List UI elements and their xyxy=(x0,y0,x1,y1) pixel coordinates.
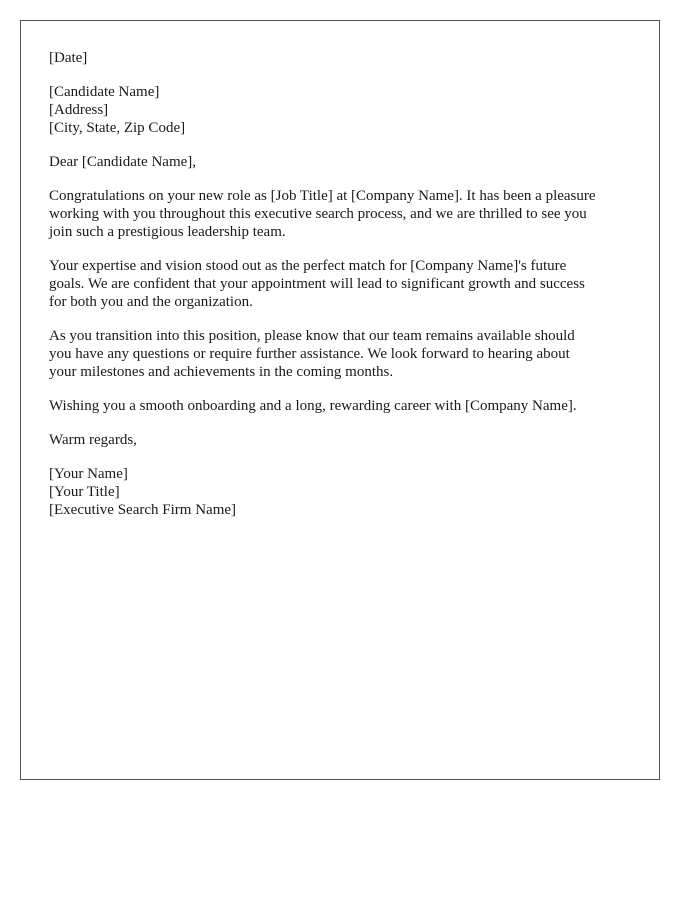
paragraph-line: for both you and the organization. xyxy=(49,294,253,310)
paragraph-line: goals. We are confident that your appointment will lead to significant growth and success xyxy=(49,276,585,292)
body-paragraph-1 xyxy=(49,187,631,241)
paragraph-line: working with you throughout this executive search process, and we are thrilled to see you xyxy=(49,206,587,222)
recipient-city-state-zip: [City, State, Zip Code] xyxy=(49,120,186,136)
paragraph-line: join such a prestigious leadership team. xyxy=(49,224,286,240)
signature-firm: [Executive Search Firm Name] xyxy=(49,502,237,518)
closing-block xyxy=(49,431,631,449)
signature-title: [Your Title] xyxy=(49,484,120,500)
paragraph-line: Congratulations on your new role as [Job Title] at [Company Name]. It has been a pleasure xyxy=(49,188,596,204)
date-block xyxy=(49,49,631,67)
recipient-address: [Address] xyxy=(49,102,109,118)
salutation-block xyxy=(49,153,631,171)
recipient-address-block xyxy=(49,83,631,137)
letter-page xyxy=(20,20,660,780)
body-paragraph-3 xyxy=(49,327,631,381)
signature-block xyxy=(49,465,631,519)
recipient-name: [Candidate Name] xyxy=(49,84,160,100)
paragraph-line: your milestones and achievements in the coming months. xyxy=(49,364,394,380)
body-paragraph-2 xyxy=(49,257,631,311)
body-paragraph-4 xyxy=(49,397,631,415)
closing: Warm regards, xyxy=(49,432,137,448)
paragraph-line: you have any questions or require further assistance. We look forward to hearing about xyxy=(49,346,570,362)
signature-name: [Your Name] xyxy=(49,466,128,482)
date-line: [Date] xyxy=(49,50,88,66)
salutation: Dear [Candidate Name], xyxy=(49,154,197,170)
paragraph-line: As you transition into this position, please know that our team remains available should xyxy=(49,328,575,344)
paragraph-line: Wishing you a smooth onboarding and a long, rewarding career with [Company Name]. xyxy=(49,398,577,414)
paragraph-line: Your expertise and vision stood out as the perfect match for [Company Name]'s future xyxy=(49,258,567,274)
